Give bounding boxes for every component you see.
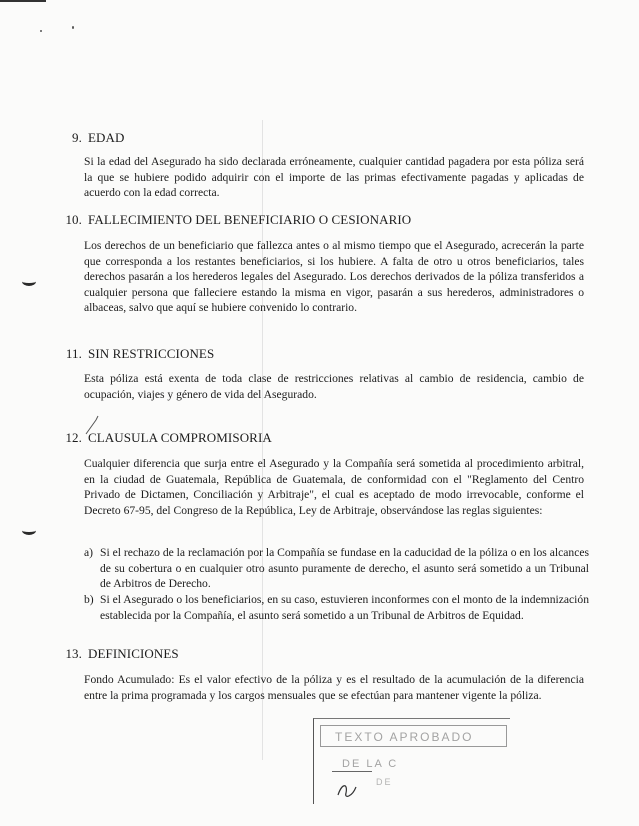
section-title: CLAUSULA COMPROMISORIA	[88, 430, 272, 445]
section-title: DEFINICIONES	[88, 646, 179, 661]
section-paragraph: Esta póliza está exenta de toda clase de restricciones relativas al cambio de residencia, cambio de ocupación, viajes y género de vida del Asegurado.	[84, 372, 584, 401]
scan-speck	[72, 26, 74, 29]
stamp-text: TEXTO APROBADO	[335, 730, 474, 744]
list-text: Si el rechazo de la reclamación por la Compañía se fundase en la caducidad de la póliza o en los alcances de su cobertura o en cualquier otro asunto puramente de derecho, el asunto será sometido a un Tribunal de Arbitros de Derecho.	[100, 546, 589, 590]
section-number: 13.	[65, 646, 82, 661]
section-heading-11	[62, 346, 592, 362]
section-number: 11.	[65, 346, 82, 361]
punch-hole-mark	[22, 277, 36, 286]
stamp-frame	[320, 725, 507, 747]
section-title: FALLECIMIENTO DEL BENEFICIARIO O CESIONARIO	[88, 212, 412, 227]
section-heading-12	[62, 430, 592, 446]
section-heading-10	[62, 212, 592, 228]
stamp-text: DE LA C	[342, 758, 399, 770]
section-number: 9.	[72, 130, 82, 145]
section-paragraph: Si la edad del Asegurado ha sido declarada erróneamente, cualquier cantidad pagadera por esta póliza será la que se hubiere podido adquirir con el importe de las primas efectivamente pagadas y aplicadas de acuerdo con la edad correcta.	[84, 155, 584, 199]
list-item	[84, 592, 589, 623]
section-paragraph: Fondo Acumulado: Es el valor efectivo de la póliza y es el resultado de la acumulación de la diferencia entre la prima programada y los cargos mensuales que se efectúan para mantener vigente la póliza.	[84, 673, 584, 702]
signature-mark	[334, 779, 364, 801]
scan-speck	[40, 30, 42, 32]
section-title: EDAD	[88, 130, 125, 145]
section-title: SIN RESTRICCIONES	[88, 346, 215, 361]
list-text: Si el Asegurado o los beneficiarios, en su caso, estuvieren inconformes con el monto de la indemnización establecida por la Compañía, el asunto será sometido a un Tribunal de Arbitros de Equidad.	[100, 593, 589, 622]
section-heading-13	[62, 646, 592, 662]
section-number: 12.	[65, 430, 82, 445]
stamp-underline	[332, 771, 372, 772]
section-paragraph: Los derechos de un beneficiario que fallezca antes o al mismo tiempo que el Asegurado, acrecerán la parte que corresponda a los restantes beneficiarios, si los hubiere. A falta de otro u otros beneficiarios, tales derechos pasarán a los herederos legales del Asegurado. Los derechos derivados de la póliza transferidos a cualquier persona que falleciere estando la misma en vigor, pasarán a sus herederos, administradores o albaceas, salvo que aquí se hubiere convenido lo contrario.	[84, 239, 584, 314]
list-marker: a)	[84, 546, 94, 559]
section-paragraph: Cualquier diferencia que surja entre el Asegurado y la Compañía será sometida al procedimiento arbitral, en la ciudad de Guatemala, República de Guatemala, de conformidad con el "Reglamento del Centro Privado de Dictamen, Conciliación y Arbitraje", el cual es aceptado de modo irrevocable, conforme el Decreto 67-95, del Congreso de la República, Ley de Arbitraje, observándose las reglas siguientes:	[84, 457, 584, 517]
list-marker: b)	[84, 593, 94, 606]
scan-edge-mark	[0, 0, 46, 2]
punch-hole-mark	[22, 526, 36, 535]
stamp-text: DE	[376, 777, 393, 787]
approval-stamp	[313, 718, 510, 804]
list-item	[84, 545, 589, 592]
section-number: 10.	[65, 212, 82, 227]
section-heading-9	[62, 130, 592, 146]
